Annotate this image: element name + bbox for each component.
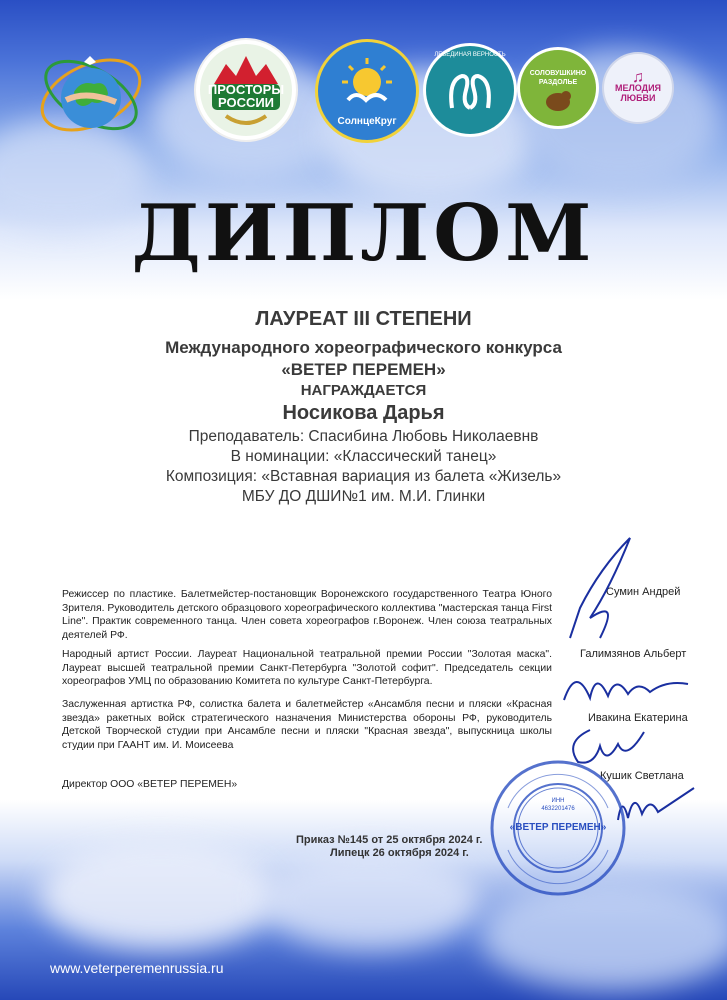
award-contest-name: «ВЕТЕР ПЕРЕМЕН» bbox=[281, 360, 446, 379]
solnce-krug-logo bbox=[318, 42, 416, 140]
music-note-icon: ♫ bbox=[631, 69, 644, 86]
melodiya-lyubvi-logo bbox=[604, 54, 672, 122]
jury-name: Ивакина Екатерина bbox=[588, 712, 688, 724]
page-title: ДИПЛОМ bbox=[131, 188, 596, 279]
solnce-text: СолнцеКруг bbox=[337, 115, 397, 127]
award-awarded: НАГРАЖДАЕТСЯ bbox=[300, 382, 427, 399]
jury-description: Режиссер по пластике. Балетмейстер-постановщик Воронежского государственного Театра Юного Зрителя. Руководитель детского образцового хореографического коллектива "мастерская танца First Line". Практик современного танца. Член совета хореографов г.Воронеж. Член союза театральных деятелей РФ. bbox=[62, 589, 552, 641]
swan-icon bbox=[426, 46, 514, 134]
decor-cloud bbox=[40, 840, 280, 950]
melodiya-line1: МЕЛОДИЯ bbox=[614, 83, 662, 93]
footer-url[interactable]: www.veterperemenrussia.ru bbox=[50, 960, 224, 976]
stamp-inn-label: ИНН bbox=[551, 798, 565, 804]
globe-logo bbox=[36, 40, 146, 150]
decor-cloud bbox=[260, 850, 480, 950]
globe-icon bbox=[36, 40, 146, 150]
composition-line: Композиция: «Вставная вариация из балета «Жизель» bbox=[165, 468, 562, 485]
lebedinaya-vernost-logo bbox=[426, 46, 514, 134]
nomination-line: В номинации: «Классический танец» bbox=[230, 448, 497, 465]
solovushkino-line2: РАЗДОЛЬЕ bbox=[538, 79, 578, 86]
jury-name: Сумин Андрей bbox=[606, 586, 681, 598]
melodiya-line2: ЛЮБВИ bbox=[620, 93, 656, 103]
bird-icon bbox=[520, 50, 596, 126]
stamp-inn: 4632201476 bbox=[541, 806, 575, 812]
lebed-text: ЛЕБЕДИНАЯ ВЕРНОСТЬ bbox=[434, 52, 506, 58]
prostory-rossii-logo bbox=[196, 40, 296, 140]
solovushkino-line1: СОЛОВУШКИНО bbox=[529, 70, 587, 77]
prostory-line2: РОССИИ bbox=[217, 95, 275, 110]
director-name: Кушик Светлана bbox=[600, 770, 684, 782]
prostory-line1: ПРОСТОРЫ bbox=[207, 82, 285, 97]
stamp-center: «ВЕТЕР ПЕРЕМЕН» bbox=[509, 822, 607, 833]
solovushkino-logo bbox=[520, 50, 596, 126]
award-contest: Международного хореографического конкурса bbox=[165, 338, 562, 357]
jury-name: Галимзянов Альберт bbox=[580, 648, 687, 660]
company-stamp bbox=[488, 758, 628, 898]
teacher-line: Преподаватель: Спасибина Любовь Николаевнв bbox=[188, 428, 539, 445]
order-line2: Липецк 26 октября 2024 г. bbox=[330, 847, 469, 859]
recipient-name: Носикова Дарья bbox=[282, 402, 445, 424]
award-degree: ЛАУРЕАТ III СТЕПЕНИ bbox=[255, 308, 472, 330]
director-label: Директор ООО «ВЕТЕР ПЕРЕМЕН» bbox=[62, 779, 238, 790]
jury-description: Заслуженная артистка РФ, солистка балета и балетмейстер «Ансамбля песни и пляски «Красная звезда» ракетных войск стратегического назначения Министерства обороны РФ, руководитель Детской Творческой студии при Ансамбле песни и пляски "Красная звезда", выпускница школы студии при ГААНТ им. И. Моисеева bbox=[62, 699, 552, 751]
school-line: МБУ ДО ДШИ№1 им. М.И. Глинки bbox=[241, 488, 486, 505]
jury-description: Народный артист России. Лауреат Национальной театральной премии России "Золотая маска". Лауреат высшей театральной премии Санкт-Петербурга "Золотой софит". Председатель секции хореографов УМЦ по образованию Комитета по культуре Санкт-Петербурга. bbox=[62, 649, 552, 688]
signature-sumin bbox=[560, 528, 650, 648]
signature-galimzyanov bbox=[556, 660, 696, 710]
order-line1: Приказ №145 от 25 октября 2024 г. bbox=[296, 834, 483, 846]
